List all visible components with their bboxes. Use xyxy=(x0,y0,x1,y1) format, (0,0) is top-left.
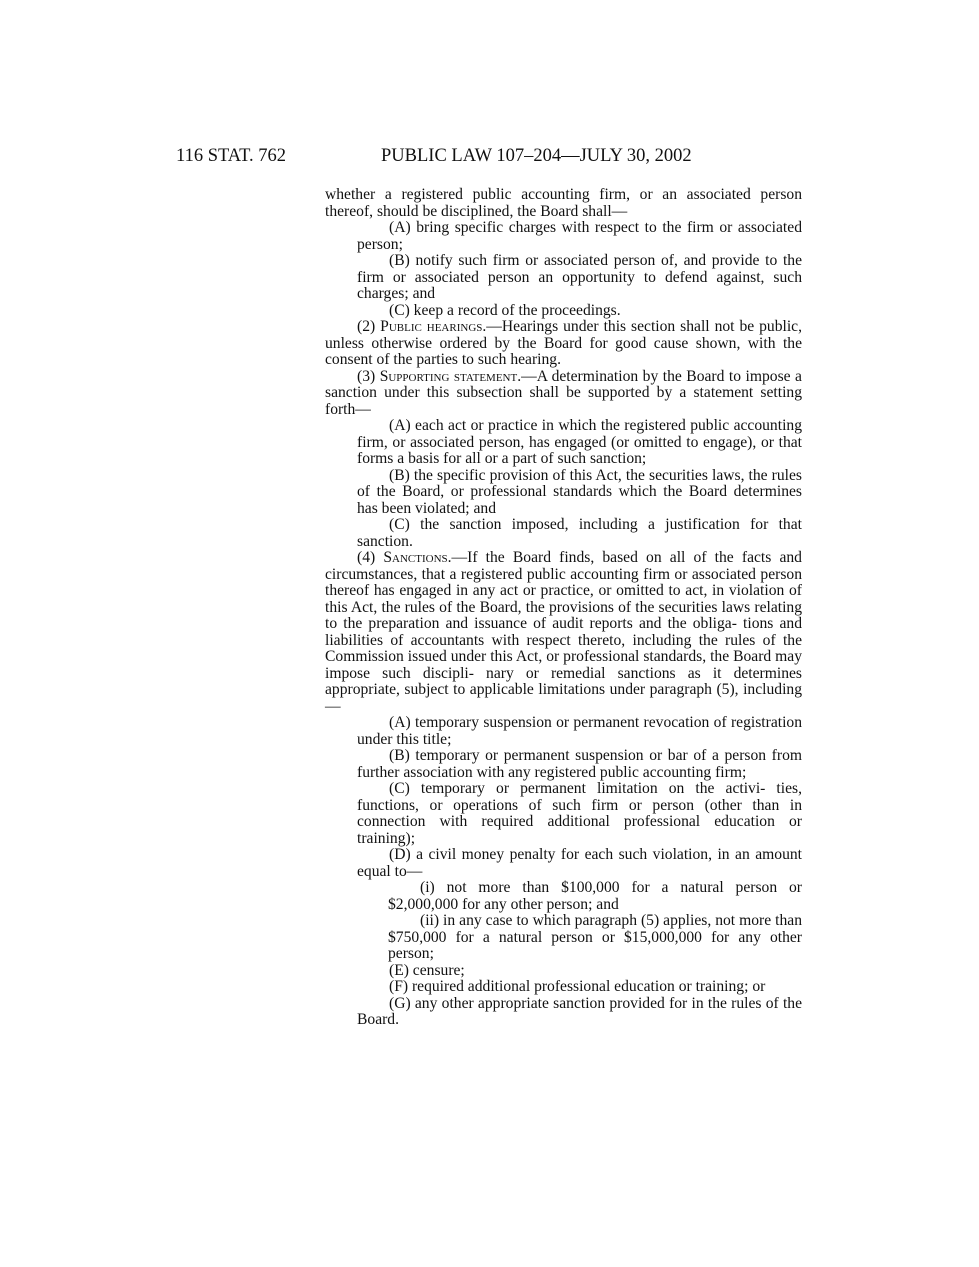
paragraph xyxy=(325,979,802,996)
statute-body xyxy=(325,187,802,1029)
paragraph-text: (A) each act or practice in which the registered public accounting firm, or associated person, has engaged (or omitted to engage), or that forms a basis for all or a part of such sanction; xyxy=(357,417,802,467)
paragraph xyxy=(325,418,802,468)
page-header xyxy=(0,146,979,170)
paragraph-text: (E) censure; xyxy=(389,961,465,979)
paragraph-sanctions xyxy=(325,550,802,715)
paragraph-text: .—If the Board finds, based on all of the facts and circumstances, that a registered public accounting firm or associated person thereof has engaged in any act or practice, or omitted to act, in violation of this Act, the rules of the Board, the provisions of the securities laws relating to the preparation and issuance of audit reports and the obliga- tions and liabilities of accountants with respect thereto, including the rules of the Commission issued under this Act, or professional standards, the Board may impose such discipli- nary or remedial sanctions as it determines appropriate, subject to applicable limitations under paragraph (5), including— xyxy=(325,549,802,715)
paragraph-text: (B) notify such firm or associated person of, and provide to the firm or associated person an opportunity to defend against, such charges; and xyxy=(357,252,802,302)
paragraph xyxy=(325,517,802,550)
paragraph-number: (3) xyxy=(357,367,380,385)
paragraph xyxy=(325,748,802,781)
subparagraph xyxy=(325,913,802,963)
paragraph-heading: Supporting statement xyxy=(379,367,518,385)
subparagraph xyxy=(325,880,802,913)
paragraph xyxy=(325,781,802,847)
paragraph-text: (G) any other appropriate sanction provided for in the rules of the Board. xyxy=(357,994,802,1028)
paragraph-text: (F) required additional professional education or training; or xyxy=(389,978,766,995)
statute-citation: 116 STAT. 762 xyxy=(176,146,287,166)
paragraph-heading: Public hearings xyxy=(380,318,483,335)
paragraph-text: (B) the specific provision of this Act, the securities laws, the rules of the Board, or professional standards which the Board determines has been violated; and xyxy=(357,466,802,517)
paragraph xyxy=(325,963,802,980)
paragraph-text: (C) keep a record of the proceedings. xyxy=(389,301,621,319)
paragraph-number: (4) xyxy=(357,549,384,566)
paragraph xyxy=(325,187,802,220)
paragraph-text: (A) temporary suspension or permanent revocation of registration under this title; xyxy=(357,714,802,748)
paragraph-text: (ii) in any case to which paragraph (5) applies, not more than $750,000 for a natural person or $15,000,000 for any other person; xyxy=(388,912,802,962)
paragraph-text: whether a registered public accounting firm, or an associated person thereof, should be disciplined, the Board shall— xyxy=(325,186,802,220)
paragraph-text: (i) not more than $100,000 for a natural person or $2,000,000 for any other person; and xyxy=(388,879,802,913)
paragraph xyxy=(325,303,802,320)
paragraph-text: .—A determination by the Board to impose a sanction under this subsection shall be supported by a statement setting forth— xyxy=(325,367,802,418)
paragraph-text: (A) bring specific charges with respect to the firm or associated person; xyxy=(357,219,802,253)
paragraph-text: .—Hearings under this section shall not be public, unless otherwise ordered by the Board for good cause shown, with the consent of the parties to such hearing. xyxy=(325,318,803,368)
law-title: PUBLIC LAW 107–204—JULY 30, 2002 xyxy=(381,146,692,166)
paragraph-heading: Sanctions xyxy=(383,549,448,566)
paragraph-text: (B) temporary or permanent suspension or bar of a person from further association with any registered public accounting firm; xyxy=(357,747,802,781)
paragraph xyxy=(325,468,802,518)
paragraph xyxy=(325,220,802,253)
paragraph-supporting-statement xyxy=(325,369,802,419)
paragraph-public-hearings xyxy=(325,319,802,369)
paragraph-text: (D) a civil money penalty for each such violation, in an amount equal to— xyxy=(357,846,802,880)
paragraph xyxy=(325,996,802,1029)
paragraph-number: (2) xyxy=(357,318,381,335)
paragraph-text: (C) the sanction imposed, including a justification for that sanction. xyxy=(357,516,802,550)
paragraph-text: (C) temporary or permanent limitation on the activi- ties, functions, or operations of such firm or person (other than in connection with required additional professional education or training); xyxy=(357,780,802,847)
paragraph xyxy=(325,847,802,880)
paragraph xyxy=(325,253,802,303)
paragraph xyxy=(325,715,802,748)
